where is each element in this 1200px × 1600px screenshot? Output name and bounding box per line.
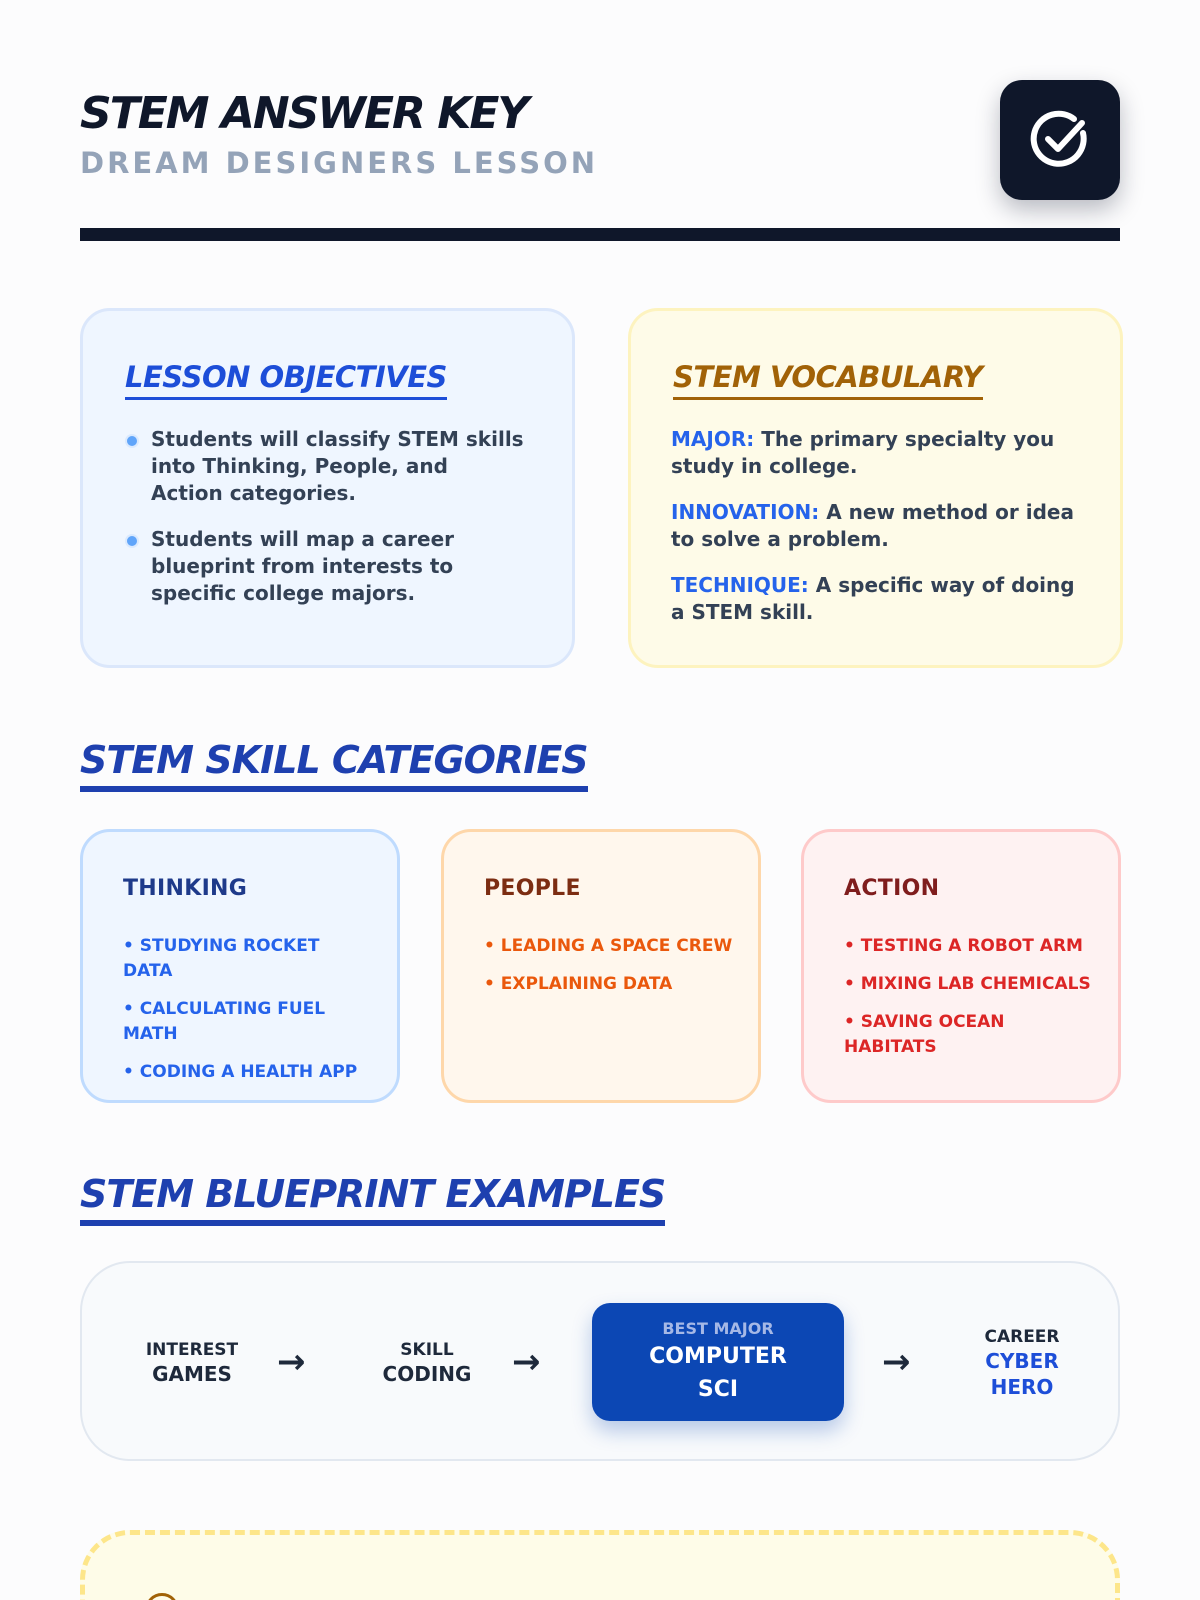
category-list (123, 934, 373, 1098)
vocabulary-list (671, 426, 1091, 645)
list-item: • CALCULATING FUEL MATH (123, 999, 326, 1044)
flow-step-major (592, 1303, 844, 1421)
list-item: • EXPLAINING DATA (484, 974, 673, 994)
objective-text: Students will classify STEM skills into Thinking, People, and Action categories. (151, 427, 524, 505)
list-item: • STUDYING ROCKET DATA (123, 936, 320, 981)
category-card-thinking (80, 829, 400, 1103)
blueprint-heading: STEM BLUEPRINT EXAMPLES (80, 1172, 665, 1226)
flow-value: GAMES (152, 1362, 232, 1386)
list-item (125, 426, 525, 507)
objective-text: Students will map a career blueprint from interests to specific college majors. (151, 527, 455, 605)
category-card-people (441, 829, 761, 1103)
bullet-icon (127, 536, 137, 546)
flow-label: BEST MAJOR (662, 1319, 774, 1338)
flow-value: CYBER HERO (985, 1349, 1059, 1399)
note-card (80, 1530, 1120, 1600)
arrow-right-icon: → (512, 1342, 541, 1382)
page-title: STEM ANSWER KEY (80, 88, 528, 139)
skill-categories-heading: STEM SKILL CATEGORIES (80, 738, 588, 792)
flow-step-career (962, 1263, 1082, 1463)
note-icon (145, 1593, 179, 1600)
list-item: • CODING A HEALTH APP (123, 1062, 358, 1082)
objectives-heading: LESSON OBJECTIVES (125, 359, 447, 400)
category-card-action (801, 829, 1121, 1103)
vocab-term: TECHNIQUE: (671, 573, 809, 597)
check-circle-icon (1000, 80, 1120, 200)
list-item: • LEADING A SPACE CREW (484, 936, 733, 956)
category-list (844, 934, 1094, 1073)
flow-step-skill (357, 1263, 497, 1463)
header-divider (80, 228, 1120, 241)
list-item: • MIXING LAB CHEMICALS (844, 974, 1091, 994)
vocab-definition: A specific way of doing a STEM skill. (671, 573, 1075, 624)
vocabulary-card (628, 308, 1123, 668)
category-title: ACTION (844, 876, 940, 901)
vocab-entry-innovation (671, 499, 1091, 553)
page-subtitle: DREAM DESIGNERS LESSON (80, 146, 599, 180)
page-header (80, 88, 1120, 208)
vocab-term: MAJOR: (671, 427, 755, 451)
category-list (484, 934, 734, 1010)
vocab-definition: The primary specialty you study in college. (671, 427, 1055, 478)
vocabulary-heading: STEM VOCABULARY (673, 359, 983, 400)
list-item: • TESTING A ROBOT ARM (844, 936, 1083, 956)
blueprint-flow (80, 1261, 1120, 1461)
category-title: PEOPLE (484, 876, 581, 901)
flow-label: CAREER (984, 1327, 1060, 1347)
vocab-definition: A new method or idea to solve a problem. (671, 500, 1074, 551)
flow-label: INTEREST (145, 1340, 239, 1360)
arrow-right-icon: → (277, 1342, 306, 1382)
category-title: THINKING (123, 876, 248, 901)
flow-step-interest (122, 1263, 262, 1463)
bullet-icon (127, 436, 137, 446)
vocab-entry-major (671, 426, 1091, 480)
list-item: • SAVING OCEAN HABITATS (844, 1012, 1005, 1057)
list-item (125, 526, 525, 607)
arrow-right-icon: → (882, 1342, 911, 1382)
flow-value: COMPUTER SCI (649, 1344, 787, 1402)
vocab-entry-technique (671, 572, 1091, 626)
vocab-term: INNOVATION: (671, 500, 820, 524)
flow-value: CODING (382, 1362, 472, 1386)
flow-label: SKILL (400, 1340, 454, 1360)
objectives-card (80, 308, 575, 668)
objectives-list (125, 426, 525, 626)
